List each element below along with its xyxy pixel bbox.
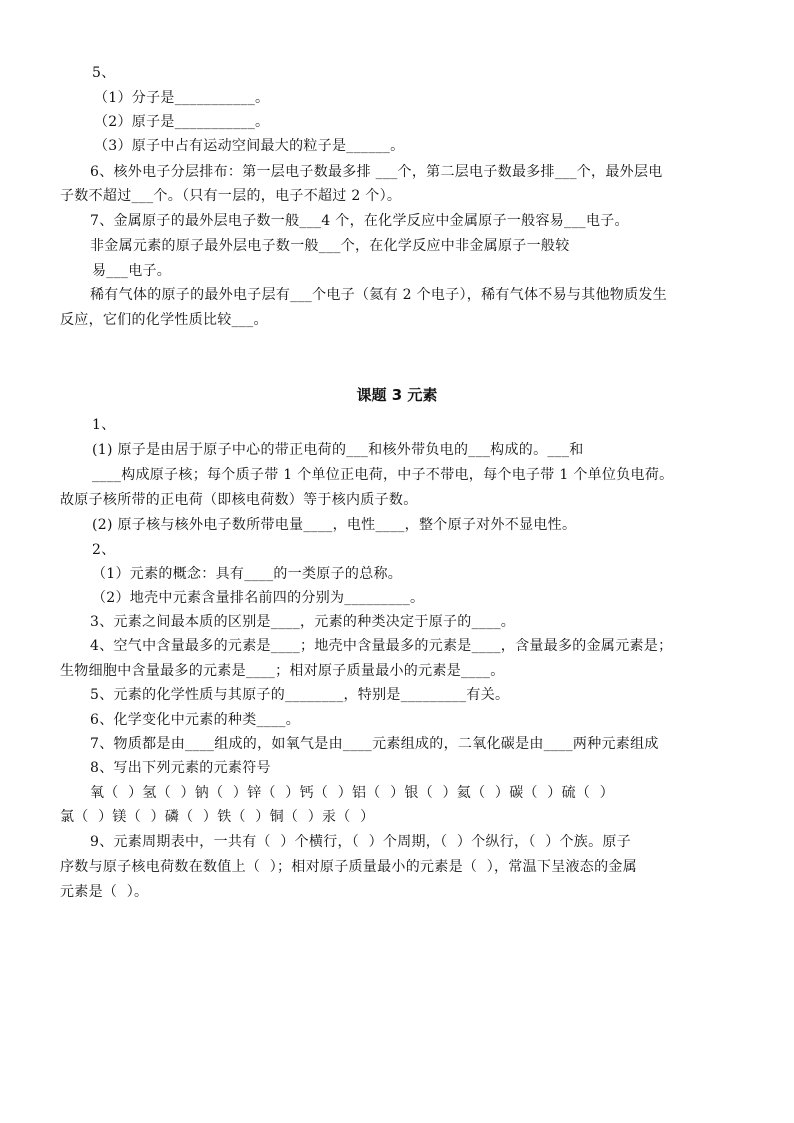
- q2-2: （2）地壳中元素含量排名前四的分别为_________。: [92, 590, 425, 606]
- section7-line4: 稀有气体的原子的最外电子层有___个电子（氦有 2 个电子），稀有气体不易与其他物质发生: [90, 287, 668, 303]
- q8-row2: 氯（ ）镁（ ）磷（ ）铁（ ）铜（ ）汞（ ）: [60, 809, 375, 825]
- q1-2: (2) 原子核与核外电子数所带电量____，电性____，整个原子对外不显电性。: [92, 517, 577, 533]
- section7-line3: 易___电子。: [92, 263, 172, 279]
- section7-line5: 反应，它们的化学性质比较___。: [60, 312, 268, 328]
- q4-line-b: 生物细胞中含量最多的元素是____；相对原子质量最小的元素是____。: [60, 663, 505, 679]
- q2-1: （1）元素的概念：具有____的一类原子的总称。: [92, 566, 403, 582]
- q1-1-line-c: 故原子核所带的正电荷（即核电荷数）等于核内质子数。: [60, 492, 418, 508]
- lesson3-title: 课题 3 元素: [356, 386, 438, 404]
- q9-line-c: 元素是（ ）。: [60, 884, 149, 900]
- q5: 5、元素的化学性质与其原子的________，特别是_________有关。: [90, 687, 510, 703]
- section5-line2: （2）原子是___________。: [94, 114, 270, 130]
- q4-line-a: 4、空气中含量最多的元素是____；地壳中含量最多的元素是____，含量最多的金属元素是；: [90, 638, 673, 654]
- section7-line1: 7、金属原子的最外层电子数一般___4 个，在化学反应中金属原子一般容易___电子。: [90, 213, 629, 229]
- q1-1-line-a: (1) 原子是由居于原子中心的带正电荷的___和核外带负电的___构成的。___和: [92, 442, 584, 458]
- q1-1-line-b: ____构成原子核；每个质子带 1 个单位正电荷，中子不带电，每个电子带 1 个单位负电荷。: [92, 467, 674, 483]
- section5-line3: （3）原子中占有运动空间最大的粒子是______。: [94, 138, 405, 154]
- section7-line2: 非金属元素的原子最外层电子数一般___个，在化学反应中非金属原子一般较: [90, 238, 570, 254]
- section5-line1: （1）分子是___________。: [94, 90, 270, 106]
- q6: 6、化学变化中元素的种类____。: [90, 712, 301, 728]
- q9-line-a: 9、元素周期表中，一共有（ ）个横行，（ ）个周期，（ ）个纵行，（ ）个族。原子: [90, 834, 632, 850]
- section6-line1: 6、核外电子分层排布：第一层电子数最多排 ___个，第二层电子数最多排___个，最外层电: [90, 164, 663, 180]
- q8-heading: 8、写出下列元素的元素符号: [90, 760, 271, 776]
- q3: 3、元素之间最本质的区别是____，元素的种类决定于原子的____。: [90, 614, 516, 630]
- q1-heading: 1、: [92, 417, 116, 433]
- q8-row1: 氧（ ）氢（ ）钠（ ）锌（ ）钙（ ）铝（ ）银（ ）氦（ ）碳（ ）硫（ ）: [90, 785, 615, 801]
- section6-line2: 子数不超过___个。（只有一层的，电子不超过 2 个）。: [60, 188, 402, 204]
- q9-line-b: 序数与原子核电荷数在数值上（ ）；相对原子质量最小的元素是（ ），常温下呈液态的金属: [60, 859, 637, 875]
- q2-heading: 2、: [92, 542, 116, 558]
- section5-heading: 5、: [92, 65, 116, 81]
- q7: 7、物质都是由____组成的，如氧气是由____元素组成的，二氧化碳是由____两种元素组成: [90, 736, 659, 752]
